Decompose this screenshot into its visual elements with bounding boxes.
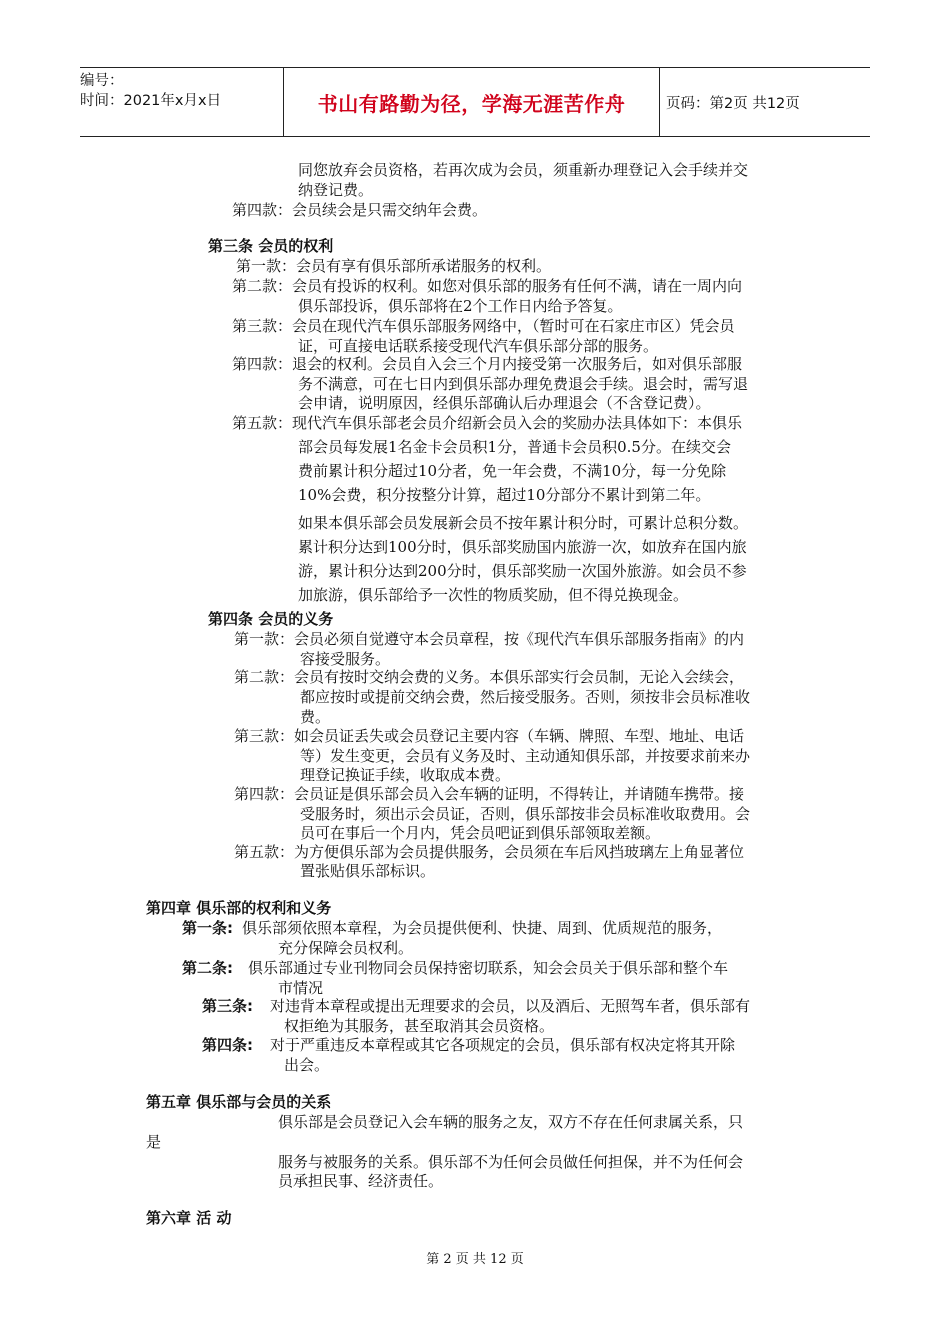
body-line: 累计积分达到100分时，俱乐部奖励国内旅游一次，如放弃在国内旅 [298, 538, 747, 556]
body-line: 充分保障会员权利。 [278, 939, 414, 957]
header-info-cell [80, 68, 284, 136]
body-line: 出会。 [284, 1056, 330, 1074]
body-line: 俱乐部投诉，俱乐部将在2个工作日内给予答复。 [298, 297, 623, 315]
body-line: 证，可直接电话联系接受现代汽车俱乐部分部的服务。 [298, 337, 659, 355]
body-line: 第一款：会员必须自觉遵守本会员章程，按《现代汽车俱乐部服务指南》的内 [234, 630, 745, 648]
body-line: 员承担民事、经济责任。 [278, 1172, 444, 1190]
body-line: 第二款：会员有投诉的权利。如您对俱乐部的服务有任何不满，请在一周内向 [232, 277, 743, 295]
body-line: 市情况 [278, 979, 324, 997]
chapter-4-title: 第四章 俱乐部的权利和义务 [146, 899, 332, 917]
body-line: 部会员每发展1名金卡会员积1分，普通卡会员积0.5分。在续交会 [298, 438, 731, 456]
article-3-title: 第三条 会员的权利 [208, 237, 334, 255]
body-line: 费前累计积分超过10分者，免一年会费，不满10分，每一分免除 [298, 462, 727, 480]
clause-label: 第二条: [182, 959, 233, 977]
body-line: 服务与被服务的关系。俱乐部不为任何会员做任何担保，并不为任何会 [278, 1153, 744, 1171]
body-line: 第四款：会员续会是只需交纳年会费。 [232, 201, 488, 219]
header-page-info: 页码：第2页 共12页 [666, 95, 800, 112]
body-line: 费。 [300, 708, 331, 726]
body-line: 如果本俱乐部会员发展新会员不按年累计积分时，可累计总积分数。 [298, 514, 749, 532]
header-number-label: 编号： [80, 73, 124, 89]
page-header [80, 67, 870, 137]
body-line: 第五款：为方便俱乐部为会员提供服务，会员须在车后风挡玻璃左上角显著位 [234, 843, 745, 861]
body-line: 置张贴俱乐部标识。 [300, 862, 436, 880]
chapter-6-title: 第六章 活 动 [146, 1209, 232, 1227]
body-line: 会申请，说明原因，经俱乐部确认后办理退会（不含登记费）。 [298, 394, 711, 412]
body-line: 都应按时或提前交纳会费，然后接受服务。否则，须按非会员标准收 [300, 688, 751, 706]
body-line: 务不满意，可在七日内到俱乐部办理免费退会手续。退会时，需写退 [298, 375, 749, 393]
header-date-label: 时间：2021年x月x日 [80, 93, 222, 109]
body-line: 对违背本章程或提出无理要求的会员，以及酒后、无照驾车者，俱乐部有 [270, 997, 751, 1015]
body-line: 容接受服务。 [300, 650, 391, 668]
body-line: 第一款：会员有享有俱乐部所承诺服务的权利。 [236, 257, 552, 275]
header-motto: 书山有路勤为径，学海无涯苦作舟 [284, 68, 660, 136]
chapter-5-title: 第五章 俱乐部与会员的关系 [146, 1093, 332, 1111]
body-line: 10%会费，积分按整分计算，超过10分部分不累计到第二年。 [298, 486, 711, 504]
body-line: 同您放弃会员资格，若再次成为会员，须重新办理登记入会手续并交 [298, 161, 749, 179]
article-4-title: 第四条 会员的义务 [208, 610, 334, 628]
body-line: 第三款：如会员证丢失或会员登记主要内容（车辆、牌照、车型、地址、电话 [234, 727, 745, 745]
body-line: 第三款：会员在现代汽车俱乐部服务网络中，（暂时可在石家庄市区）凭会员 [232, 317, 735, 335]
body-line: 第五款：现代汽车俱乐部老会员介绍新会员入会的奖励办法具体如下：本俱乐 [232, 414, 743, 432]
body-line: 俱乐部通过专业刊物同会员保持密切联系，知会会员关于俱乐部和整个车 [248, 959, 729, 977]
body-line: 等）发生变更，会员有义务及时、主动通知俱乐部，并按要求前来办 [300, 747, 751, 765]
clause-label: 第四条: [202, 1036, 253, 1054]
body-line: 第二款：会员有按时交纳会费的义务。本俱乐部实行会员制，无论入会续会， [234, 668, 745, 686]
body-line: 第四款：会员证是俱乐部会员入会车辆的证明，不得转让，并请随车携带。接 [234, 785, 745, 803]
body-line: 游，累计积分达到200分时，俱乐部奖励一次国外旅游。如会员不参 [298, 562, 747, 580]
body-line: 理登记换证手续，收取成本费。 [300, 766, 511, 784]
body-line: 加旅游，俱乐部给予一次性的物质奖励，但不得兑换现金。 [298, 586, 689, 604]
body-line: 员可在事后一个月内，凭会员吧证到俱乐部领取差额。 [300, 824, 661, 842]
clause-label: 第一条: [182, 919, 233, 937]
body-line: 第四款：退会的权利。会员自入会三个月内接受第一次服务后，如对俱乐部服 [232, 355, 743, 373]
body-line: 对于严重违反本章程或其它各项规定的会员，俱乐部有权决定将其开除 [270, 1036, 736, 1054]
page-footer: 第 2 页 共 12 页 [426, 1252, 524, 1267]
body-line: 是 [146, 1133, 162, 1151]
body-line: 俱乐部须依照本章程，为会员提供便利、快捷、周到、优质规范的服务， [242, 919, 723, 937]
body-line: 受服务时，须出示会员证，否则，俱乐部按非会员标准收取费用。会 [300, 805, 751, 823]
clause-label: 第三条: [202, 997, 253, 1015]
body-line: 权拒绝为其服务，甚至取消其会员资格。 [284, 1017, 555, 1035]
body-line: 纳登记费。 [298, 181, 374, 199]
body-line: 俱乐部是会员登记入会车辆的服务之友，双方不存在任何隶属关系，只 [278, 1113, 744, 1131]
